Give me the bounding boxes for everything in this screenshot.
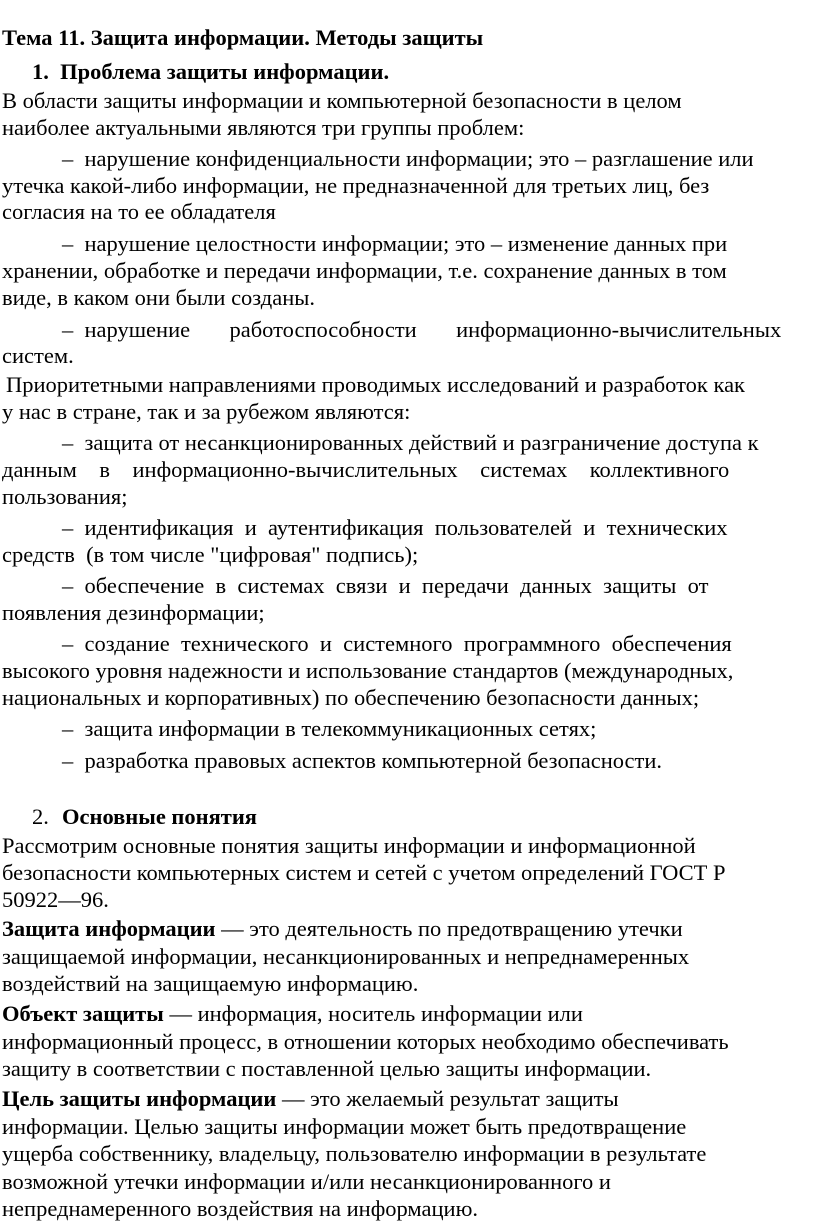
section2-intro-line: 50922—96. <box>2 887 109 912</box>
definition-term: Защита информации <box>2 916 216 941</box>
problem-2-line: виде, в каком они были созданы. <box>2 285 316 310</box>
section2-intro-line: безопасности компьютерных систем и сетей с учетом определений ГОСТ Р <box>2 860 726 885</box>
section2-number: 2. <box>32 804 49 829</box>
problem-1-line: согласия на то ее обладателя <box>2 199 276 224</box>
priority-4-line: – создание технического и системного программного обеспечения <box>62 631 732 656</box>
priority-1-line: данным в информационно-вычислительных системах коллективного <box>2 457 730 482</box>
definition-1-first-line <box>2 915 683 943</box>
section1-intro-line: В области защиты информации и компьютерной безопасности в целом <box>2 88 682 113</box>
priority-6-line: – разработка правовых аспектов компьютерной безопасности. <box>62 748 663 773</box>
priority-5-line: – защита информации в телекоммуникационных сетях; <box>62 716 597 741</box>
problem-2-line: – нарушение целостности информации; это – изменение данных при <box>62 231 728 256</box>
priority-4-line: национальных и корпоративных) по обеспечению безопасности данных; <box>2 685 700 710</box>
definition-3-line: ущерба собственнику, владельцу, пользователю информации в результате <box>2 1141 707 1166</box>
definition-text: — это желаемый результат защиты <box>276 1086 619 1111</box>
priority-2-line: – идентификация и аутентификация пользователей и технических <box>62 515 728 540</box>
problem-1-line: утечка какой-либо информации, не предназначенной для третьих лиц, без <box>2 173 710 198</box>
section2-heading: Основные понятия <box>62 804 257 829</box>
priority-2-line: средств (в том числе "цифровая" подпись); <box>2 542 419 567</box>
definition-term: Объект защиты <box>2 1001 164 1026</box>
priority-4-line: высокого уровня надежности и использование стандартов (международных, <box>2 658 734 683</box>
topic-title: Тема 11. Защита информации. Методы защиты <box>2 25 484 50</box>
definition-text: — это деятельность по предотвращению утечки <box>215 916 683 941</box>
problem-2-line: хранении, обработке и передачи информации, т.е. сохранение данных в том <box>2 258 727 283</box>
definition-text: — информация, носитель информации или <box>163 1001 583 1026</box>
definition-3-line: непреднамеренного воздействия на информацию. <box>2 1196 479 1221</box>
section1-heading: 1. Проблема защиты информации. <box>32 59 390 84</box>
priority-intro-line: у нас в стране, так и за рубежом являются: <box>2 399 411 424</box>
priority-intro-line: Приоритетными направлениями проводимых исследований и разработок как <box>6 372 745 397</box>
definition-1-line: защищаемой информации, несанкционированных и непреднамеренных <box>2 944 690 969</box>
definition-1-line: воздействий на защищаемую информацию. <box>2 971 419 996</box>
problem-3-line: – нарушение работоспособности информационно-вычислительных <box>62 317 782 342</box>
priority-3-line: появления дезинформации; <box>2 600 265 625</box>
definition-term: Цель защиты информации <box>2 1086 277 1111</box>
definition-3-line: возможной утечки информации и/или несанкционированного и <box>2 1169 611 1194</box>
definition-2-first-line <box>2 1000 583 1028</box>
definition-2-line: информационный процесс, в отношении которых необходимо обеспечивать <box>2 1029 729 1054</box>
definition-3-line: информации. Целью защиты информации может быть предотвращение <box>2 1114 687 1139</box>
definition-2-line: защиту в соответствии с поставленной целью защиты информации. <box>2 1056 652 1081</box>
priority-1-line: – защита от несанкционированных действий и разграничение доступа к <box>62 430 759 455</box>
section1-intro-line: наиболее актуальными являются три группы проблем: <box>2 115 525 140</box>
priority-1-line: пользования; <box>2 484 128 509</box>
problem-3-line: систем. <box>2 343 74 368</box>
problem-1-line: – нарушение конфиденциальности информации; это – разглашение или <box>62 146 754 171</box>
section2-intro-line: Рассмотрим основные понятия защиты информации и информационной <box>2 833 696 858</box>
definition-3-first-line <box>2 1085 619 1113</box>
priority-3-line: – обеспечение в системах связи и передачи данных защиты от <box>62 573 709 598</box>
